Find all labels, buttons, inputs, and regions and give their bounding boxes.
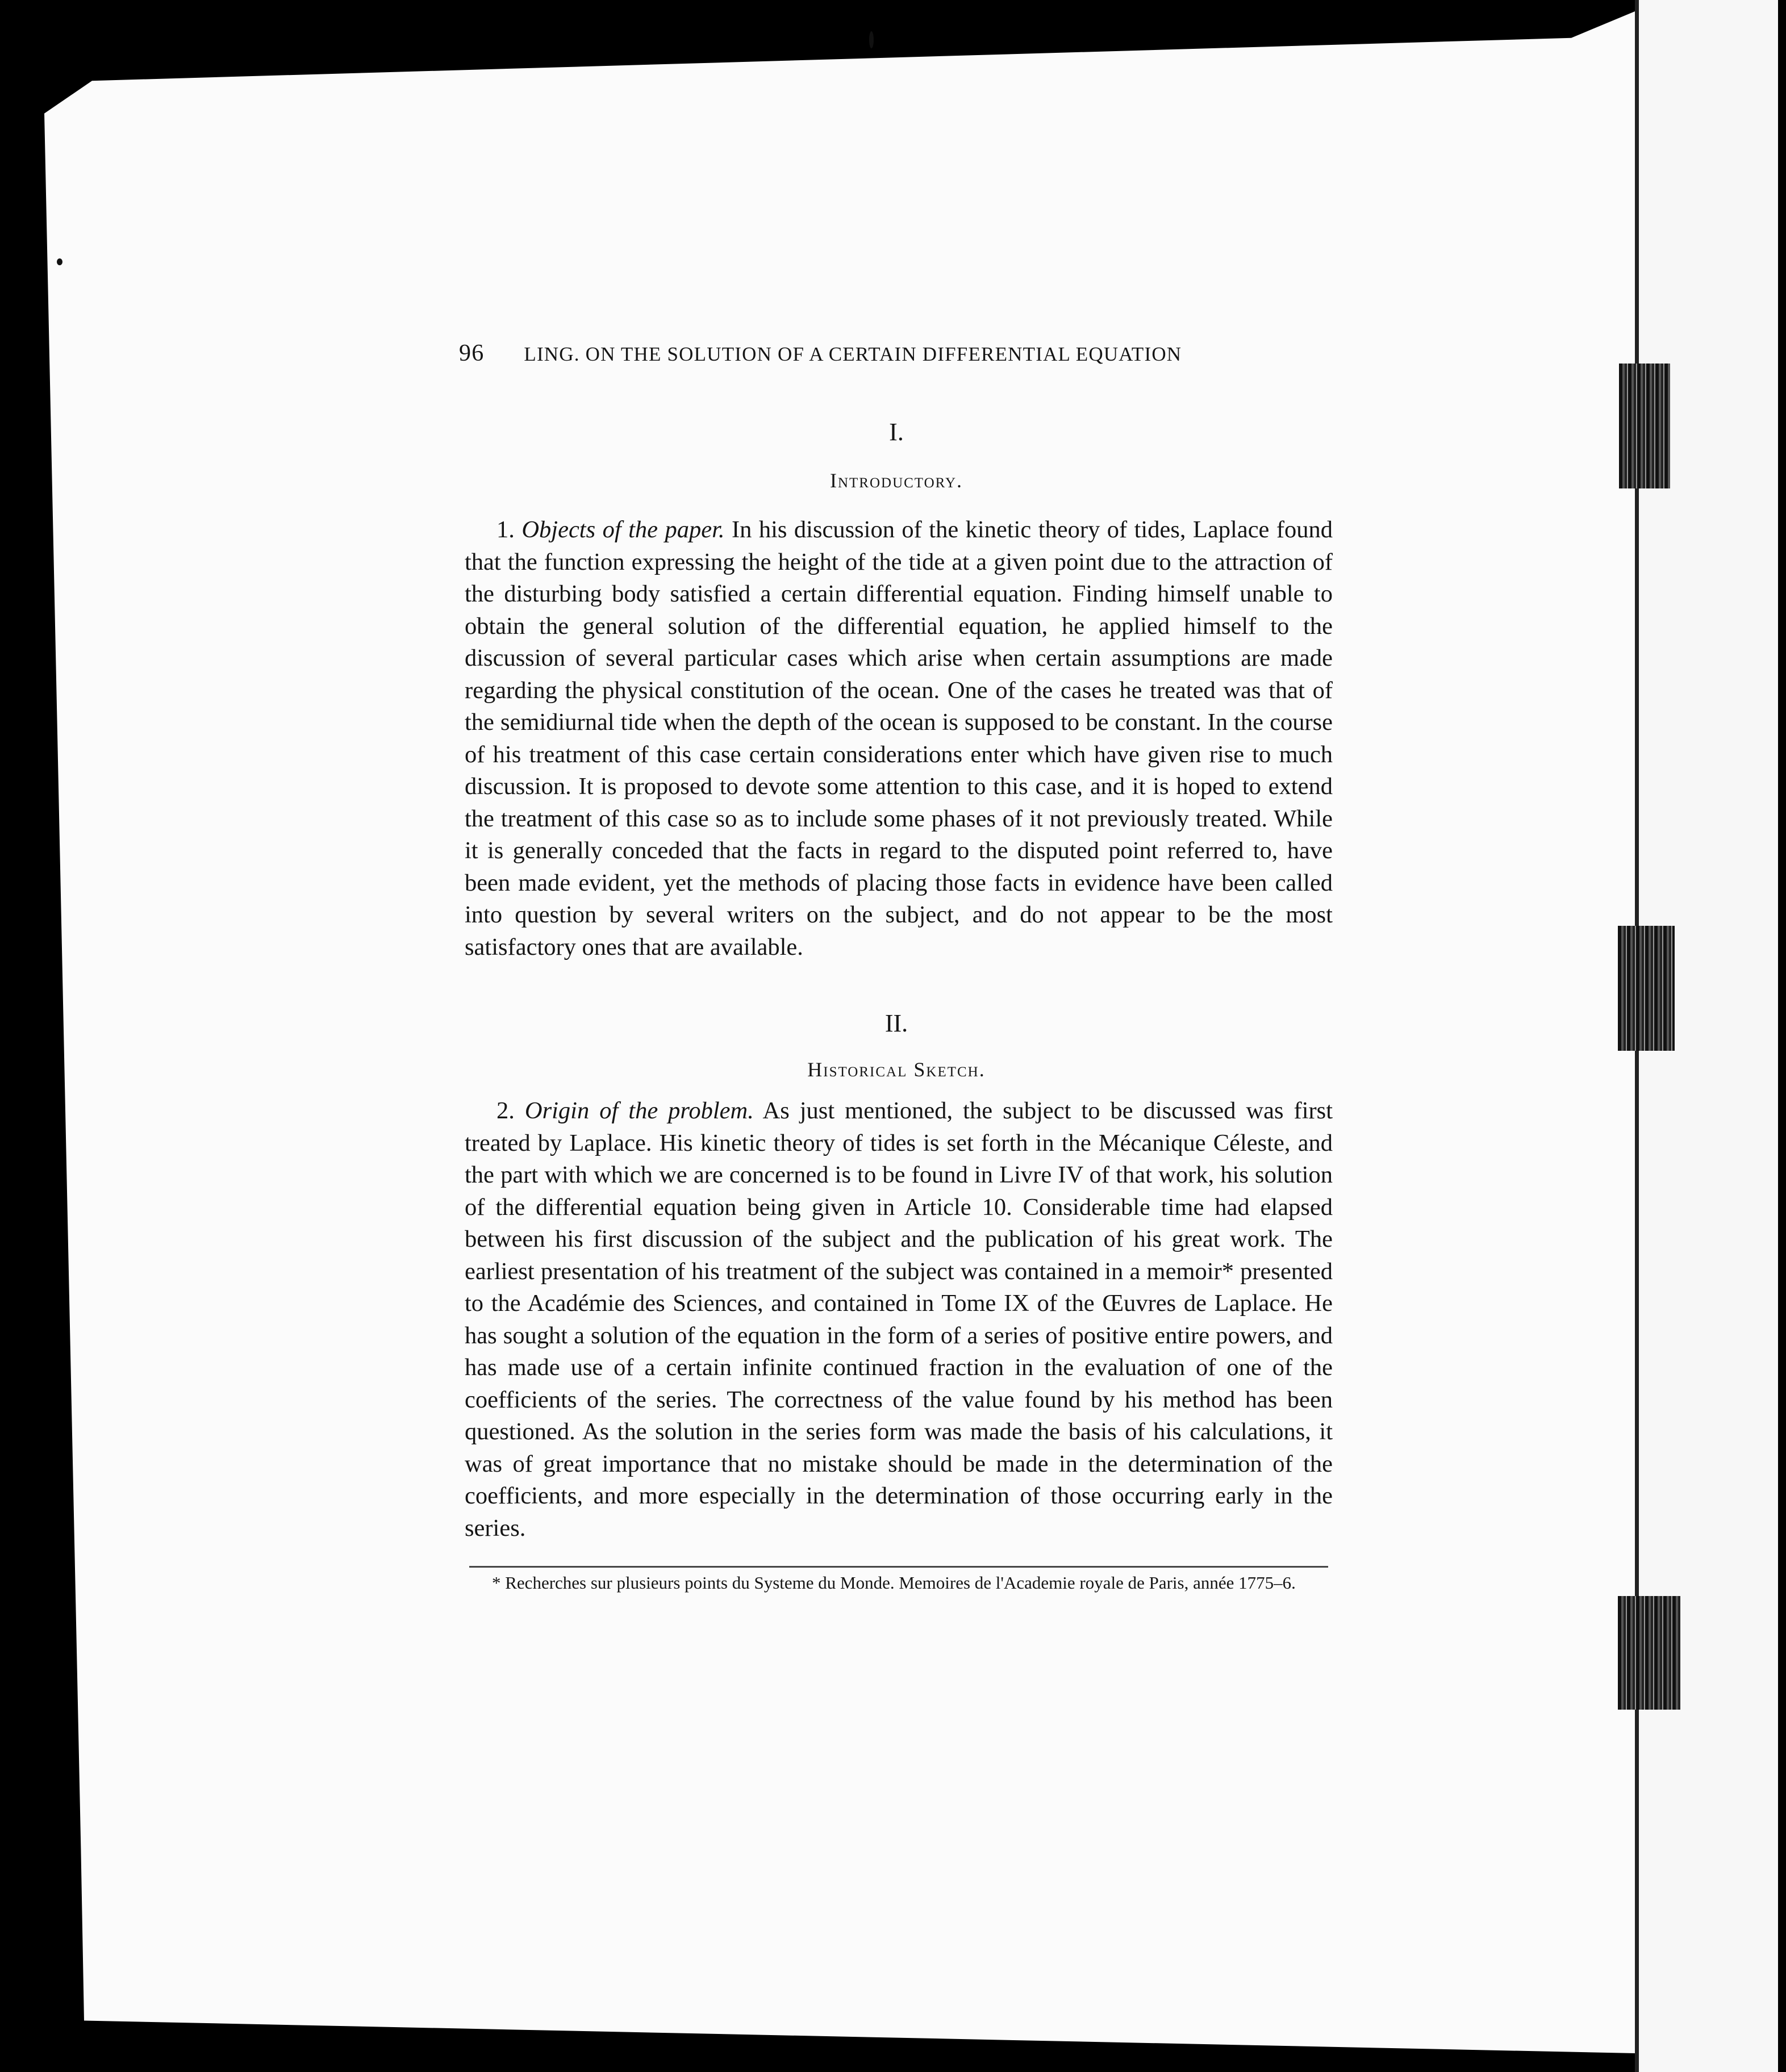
paragraph-text: As just mentioned, the subject to be discussed was first treated by Laplace. His kinetic theory of tides is set forth in the Mécanique Céleste, and the part with which we are concerned is to be found in Livre IV of that work, his solution of the differential equation being given in Article 10. Considerable time had elapsed between his first discussion of the subject and the publication of his great work. The earliest presentation of his treatment of the subject was contained in a memoir* presented to the Académie des Sciences, and contained in Tome IX of the Œuvres de Laplace. He has sought a solution of the equation in the form of a series of positive entire powers, and has made use of a certain infinite continued fraction in the evaluation of one of the coefficients of the series. The correctness of the value found by his method has been questioned. As the solution in the series form was made the basis of his calculations, it was of great importance that no mistake should be made in the determination of the coefficients, and more especially in the determination of those occurring early in the series. <box>465 1097 1333 1542</box>
section-numeral: II. <box>884 1009 908 1037</box>
section-numeral: I. <box>889 418 904 446</box>
footnote-rule <box>469 1566 1328 1568</box>
paragraph-heading: Origin of the problem. <box>524 1097 754 1124</box>
paragraph-number: 2. <box>496 1097 515 1124</box>
paragraph-text: In his discussion of the kinetic theory of tides, Laplace found that the function expressing the height of the tide at a given point due to the attraction of the disturbing body satisfied a certain differential equation. Finding himself unable to obtain the general solution of the differential equation, he applied himself to the discussion of several particular cases which arise when certain assumptions are made regarding the physical constitution of the ocean. One of the cases he treated was that of the semidiurnal tide when the depth of the ocean is supposed to be constant. In the course of his treatment of this case certain considerations enter which have given rise to much discussion. It is proposed to devote some attention to this case, and it is hoped to extend the treatment of this case so as to include some phases of it not previously treated. While it is generally conceded that the facts in regard to the disputed point referred to, have been made evident, yet the methods of placing those facts in evidence have been called into question by several writers on the subject, and do not appear to be the most satisfactory ones that are available. <box>465 516 1333 960</box>
paragraph-number: 1. <box>496 516 515 543</box>
running-head <box>459 340 1254 374</box>
paragraph <box>465 1095 1333 1544</box>
section-title: Introductory. <box>829 469 963 492</box>
running-title: LING. ON THE SOLUTION OF A CERTAIN DIFFERENTIAL EQUATION <box>524 343 1182 365</box>
page-number: 96 <box>459 340 485 366</box>
paragraph-heading: Objects of the paper. <box>521 516 725 543</box>
paragraph <box>465 514 1333 963</box>
section-title: Historical Sketch. <box>807 1058 986 1081</box>
footnote: * Recherches sur plusieurs points du Systeme du Monde. Memoires de l'Academie royale de Paris, année 1775–6. <box>492 1573 1296 1593</box>
